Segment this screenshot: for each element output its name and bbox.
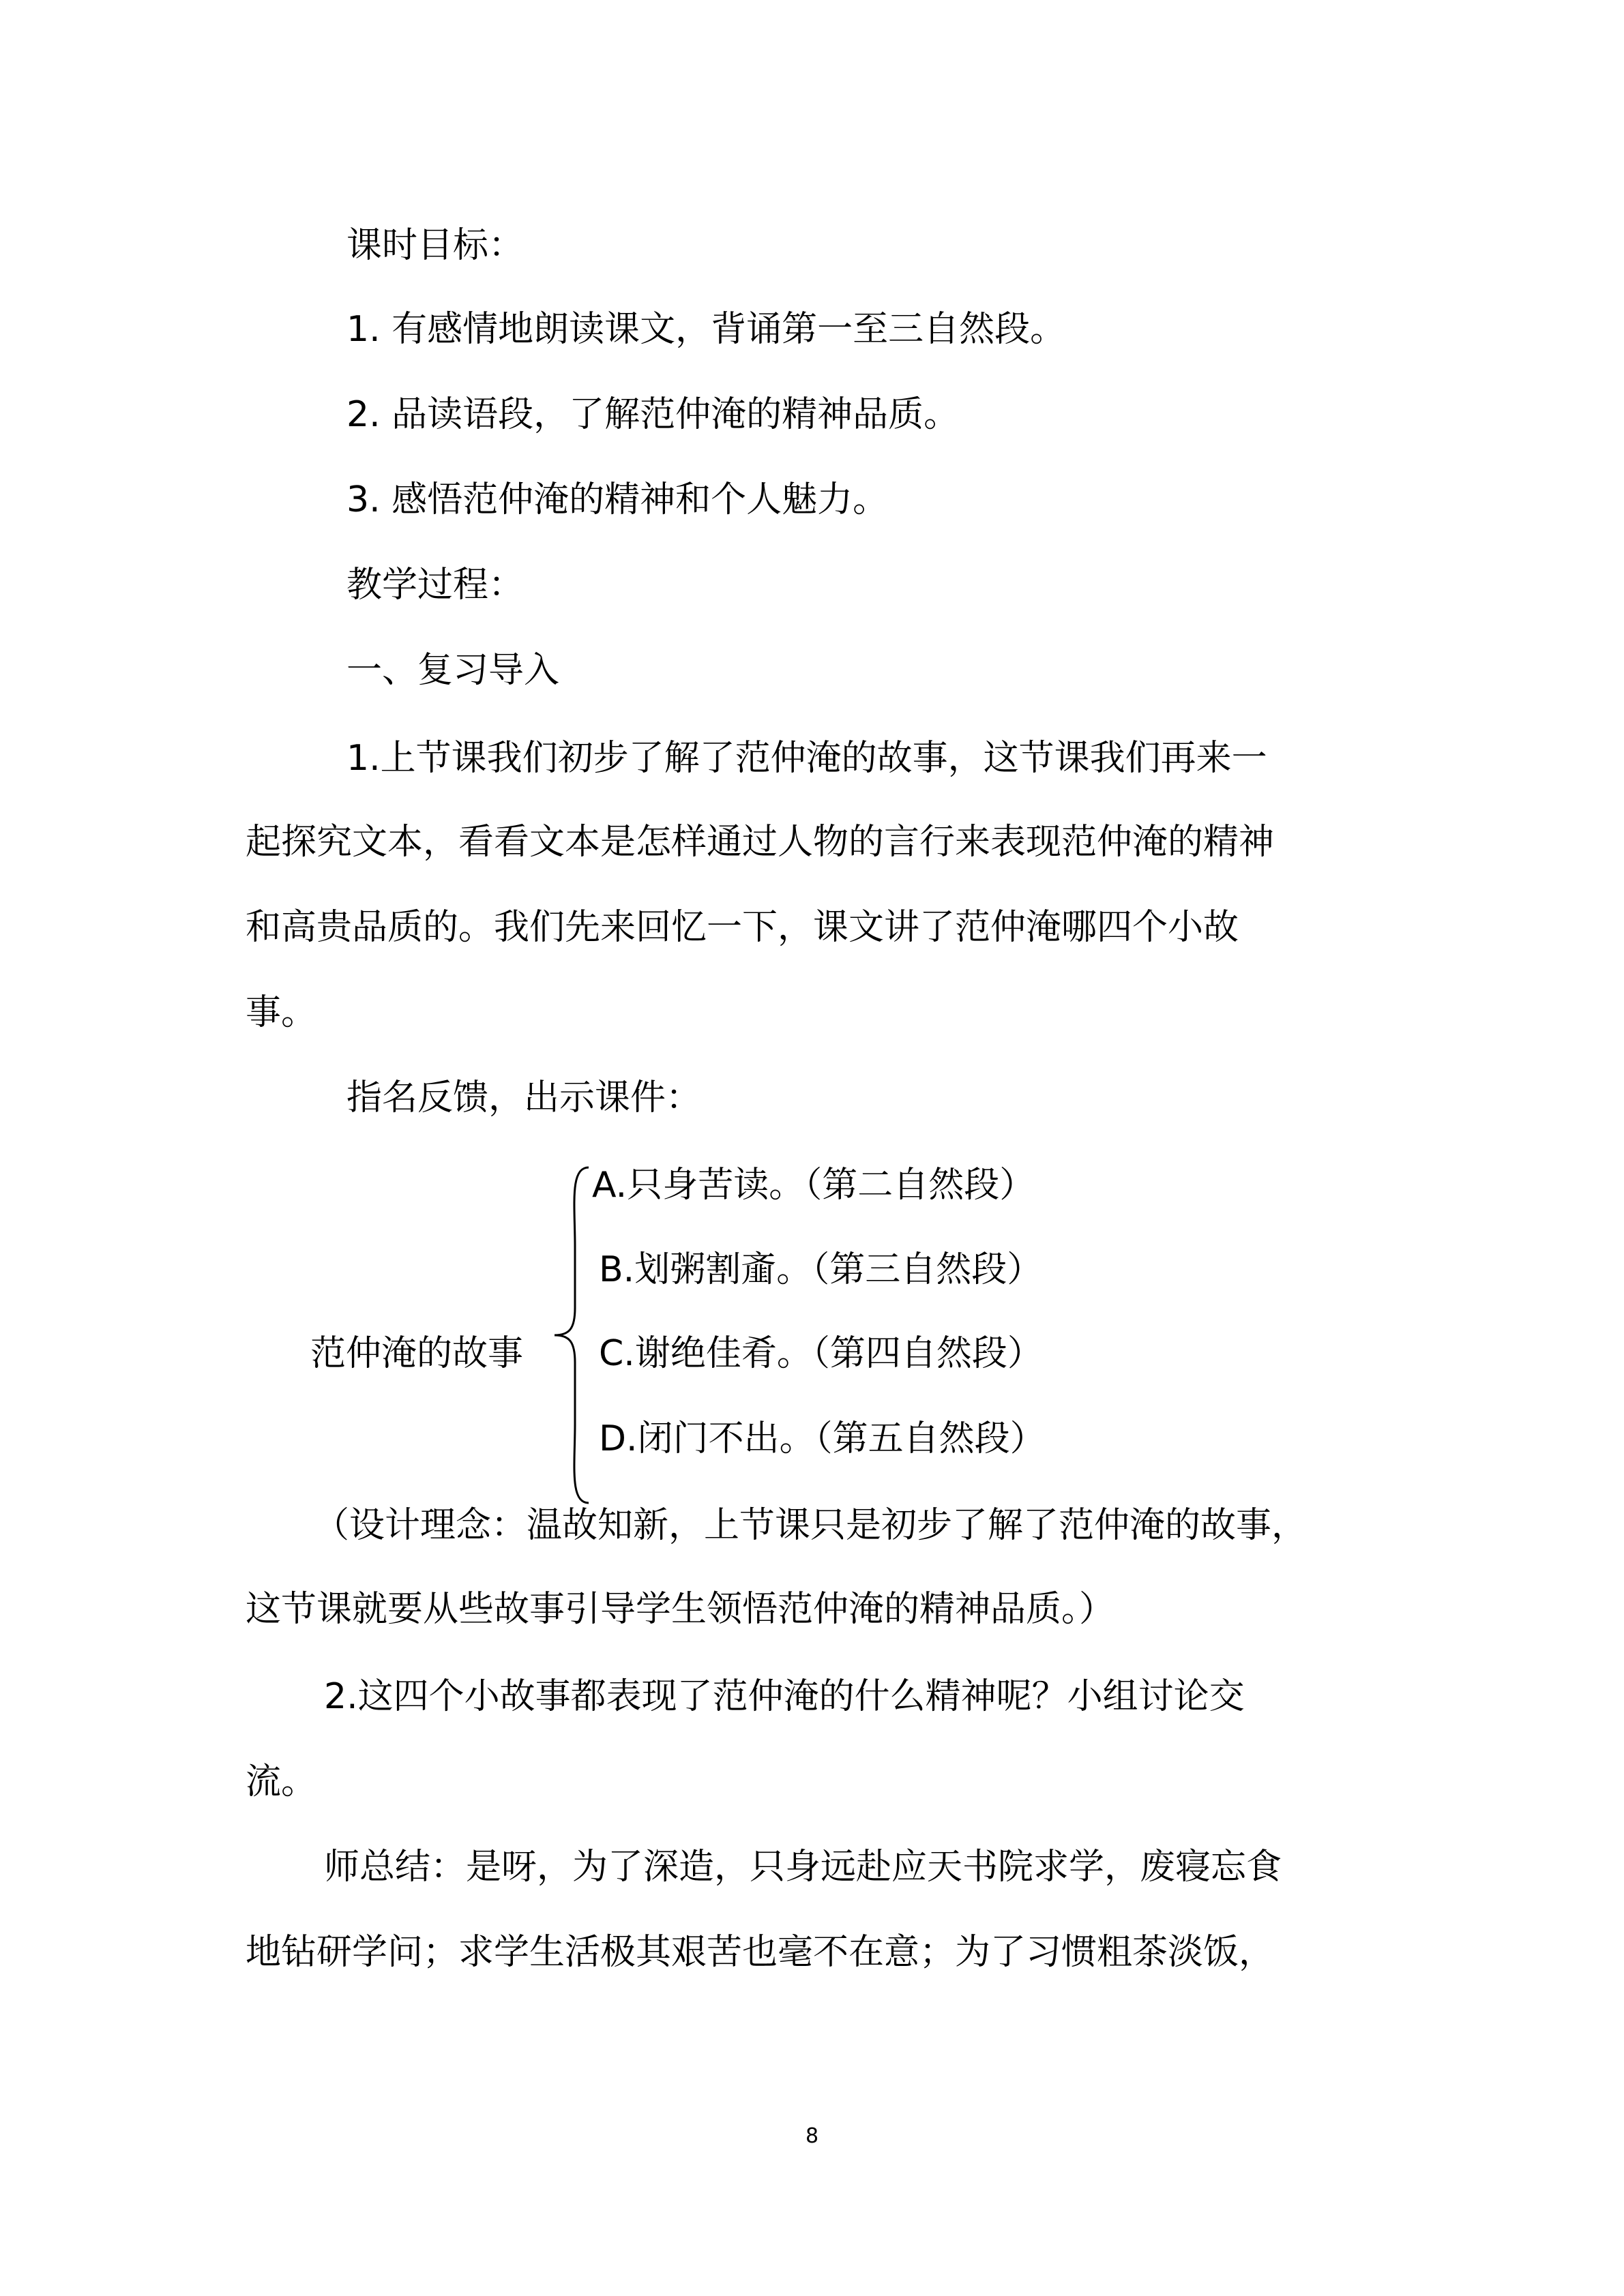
curly-brace-icon [542,1165,597,1506]
objective-3: 3. 感悟范仲淹的精神和个人魅力。 [346,479,889,520]
story-c: C.谢绝佳肴。（第四自然段） [599,1333,1043,1374]
page-number: 8 [805,2124,819,2148]
objectives-heading: 课时目标： [346,225,525,266]
summary-line-2: 地钻研学问；求学生活极其艰苦也毫不在意；为了习惯粗茶淡饭， [246,1932,1275,1973]
objective-2: 2. 品读语段，了解范仲淹的精神品质。 [346,394,960,435]
para-1-line-3: 和高贵品质的。我们先来回忆一下，课文讲了范仲淹哪四个小故 [246,907,1239,948]
section-1-heading: 一、复习导入 [346,650,560,691]
para-2-line-1: 2.这四个小故事都表现了范仲淹的什么精神呢？小组讨论交 [324,1676,1245,1717]
design-note-line-2: 这节课就要从些故事引导学生领悟范仲淹的精神品质。） [246,1589,1115,1630]
story-b: B.划粥割齑。（第三自然段） [599,1249,1043,1290]
para-1-line-4: 事。 [246,992,317,1033]
design-note-line-1: （设计理念：温故知新，上节课只是初步了解了范仲淹的故事， [314,1505,1308,1546]
stories-label: 范仲淹的故事 [310,1333,524,1374]
para-2-line-2: 流。 [246,1761,317,1802]
objective-1: 1. 有感情地朗读课文，背诵第一至三自然段。 [346,309,1066,350]
para-1-line-1: 1.上节课我们初步了解了范仲淹的故事，这节课我们再来一 [346,738,1267,779]
process-heading: 教学过程： [346,565,525,606]
story-d: D.闭门不出。（第五自然段） [599,1418,1046,1459]
summary-line-1: 师总结：是呀，为了深造，只身远赴应天书院求学，废寝忘食 [324,1847,1282,1888]
para-1-line-2: 起探究文本，看看文本是怎样通过人物的言行来表现范仲淹的精神 [246,822,1275,863]
story-a: A.只身苦读。（第二自然段） [592,1165,1035,1206]
feedback-line: 指名反馈，出示课件： [346,1077,702,1118]
